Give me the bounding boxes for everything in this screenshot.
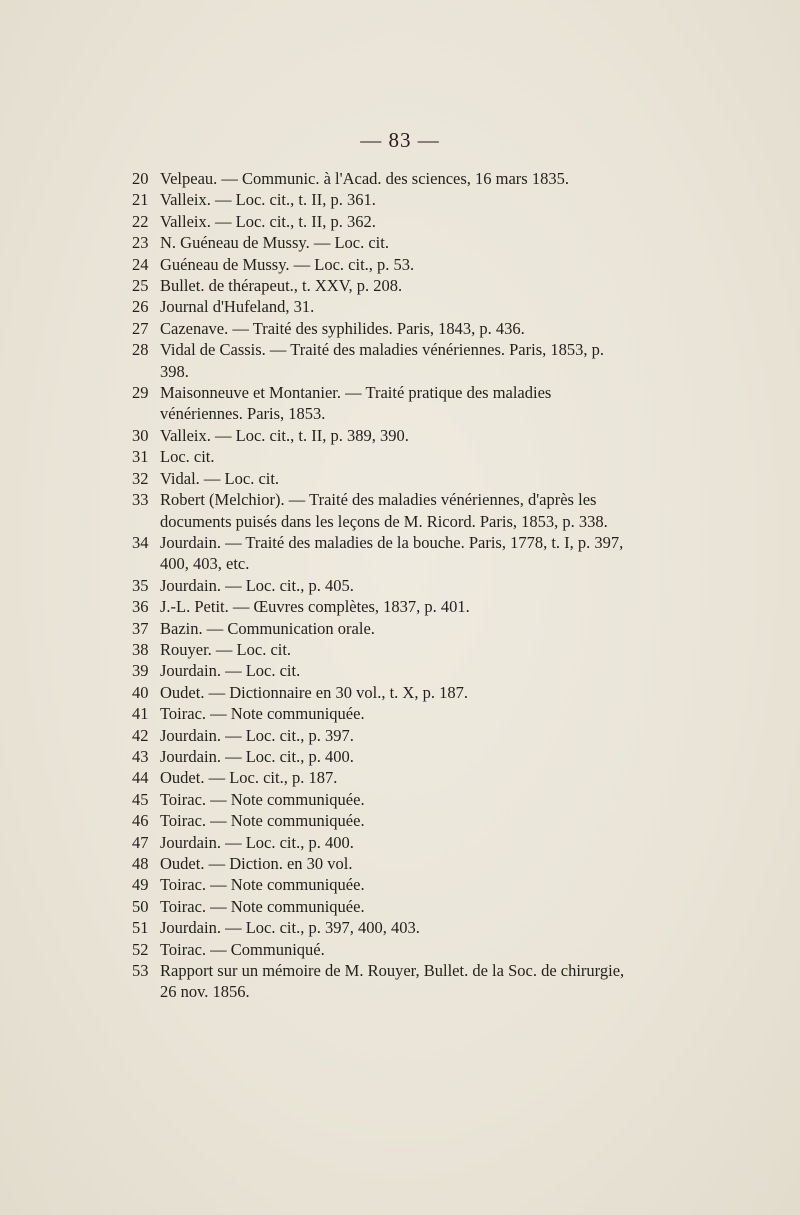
reference-text: Vidal de Cassis. — Traité des maladies vénériennes. Paris, 1853, p. 398. [160,340,604,381]
reference-number: 30 [132,425,149,445]
reference-item [132,489,632,532]
reference-item [132,939,632,960]
reference-text: Journal d'Hufeland, 31. [160,297,315,317]
reference-item [132,189,632,210]
reference-text: Jourdain. — Traité des maladies de la bouche. Paris, 1778, t. I, p. 397, 400, 403, etc. [160,532,624,574]
reference-item [132,232,632,253]
reference-text: J.-L. Petit. — Œuvres complètes, 1837, p. 401. [160,597,470,617]
reference-item [132,318,632,339]
reference-item [132,296,632,317]
reference-text: Bullet. de thérapeut., t. XXV, p. 208. [160,276,403,296]
reference-text: Toirac. — Note communiquée. [160,789,365,809]
reference-text: Jourdain. — Loc. cit. [160,661,301,681]
reference-item [132,575,632,596]
reference-number: 25 [132,276,149,296]
reference-number: 50 [132,896,149,916]
reference-item [132,446,632,467]
reference-number: 33 [132,490,149,510]
reference-list [132,168,632,1003]
reference-text: Toirac. — Note communiquée. [160,811,365,831]
reference-text: Oudet. — Dictionnaire en 30 vol., t. X, p. 187. [160,682,468,702]
reference-number: 42 [132,725,149,745]
reference-item [132,917,632,938]
reference-item [132,254,632,275]
reference-text: Jourdain. — Loc. cit., p. 400. [160,746,354,766]
reference-item [132,532,632,575]
reference-number: 45 [132,789,149,809]
reference-item [132,596,632,617]
reference-item [132,660,632,681]
reference-number: 21 [132,190,149,210]
reference-text: N. Guéneau de Mussy. — Loc. cit. [160,233,389,253]
reference-text: Toirac. — Note communiquée. [160,704,365,724]
reference-text: Jourdain. — Loc. cit., p. 405. [160,575,354,595]
reference-number: 38 [132,639,149,659]
reference-number: 46 [132,811,149,831]
reference-text: Jourdain. — Loc. cit., p. 400. [160,832,354,852]
reference-item [132,853,632,874]
reference-number: 36 [132,597,149,617]
reference-text: Cazenave. — Traité des syphilides. Paris, 1843, p. 436. [160,318,525,338]
reference-number: 26 [132,297,149,317]
reference-number: 37 [132,618,149,638]
reference-number: 53 [132,961,149,981]
reference-number: 34 [132,532,149,552]
reference-item [132,874,632,895]
reference-number: 39 [132,661,149,681]
reference-item [132,468,632,489]
reference-number: 31 [132,447,149,467]
reference-text: Loc. cit. [160,447,215,467]
page-number: — 83 — [360,128,440,152]
reference-number: 41 [132,704,149,724]
reference-number: 51 [132,918,149,938]
reference-item [132,682,632,703]
reference-item [132,168,632,189]
reference-item [132,703,632,724]
reference-number: 35 [132,575,149,595]
reference-item [132,382,632,425]
reference-number: 29 [132,383,149,403]
reference-item [132,639,632,660]
reference-item [132,832,632,853]
reference-text: Oudet. — Diction. en 30 vol. [160,854,353,873]
reference-number: 43 [132,746,149,766]
reference-text: Jourdain. — Loc. cit., p. 397, 400, 403. [160,918,420,938]
reference-item [132,339,632,382]
reference-item [132,896,632,917]
reference-item [132,767,632,788]
reference-item [132,211,632,232]
reference-text: Valleix. — Loc. cit., t. II, p. 389, 390. [160,425,409,445]
reference-text: Velpeau. — Communic. à l'Acad. des sciences, 16 mars 1835. [160,169,569,188]
reference-number: 49 [132,875,149,895]
reference-text: Bazin. — Communication orale. [160,618,375,638]
reference-text: Toirac. — Note communiquée. [160,896,365,916]
reference-text: Toirac. — Note communiquée. [160,875,365,895]
reference-item [132,618,632,639]
reference-number: 52 [132,939,149,959]
reference-text: Maisonneuve et Montanier. — Traité pratique des maladies vénériennes. Paris, 1853. [160,383,552,424]
reference-number: 40 [132,682,149,702]
reference-text: Guéneau de Mussy. — Loc. cit., p. 53. [160,254,415,274]
reference-number: 22 [132,211,149,231]
reference-number: 24 [132,254,149,274]
reference-item [132,789,632,810]
reference-text: Rapport sur un mémoire de M. Rouyer, Bullet. de la Soc. de chirurgie, 26 nov. 1856. [160,961,625,1002]
reference-item [132,425,632,446]
reference-text: Robert (Melchior). — Traité des maladies vénériennes, d'après les documents puisés dans les leçons de M. Ricord. Paris, 1853, p. 338. [160,490,608,531]
reference-text: Toirac. — Communiqué. [160,939,325,959]
reference-number: 47 [132,832,149,852]
reference-item [132,960,632,1003]
reference-item [132,725,632,746]
reference-text: Valleix. — Loc. cit., t. II, p. 361. [160,190,376,210]
reference-text: Valleix. — Loc. cit., t. II, p. 362. [160,211,376,231]
reference-text: Rouyer. — Loc. cit. [160,639,292,659]
reference-item [132,275,632,296]
reference-text: Vidal. — Loc. cit. [160,468,280,488]
reference-number: 23 [132,233,149,253]
reference-number: 44 [132,768,149,788]
reference-number: 20 [132,169,149,188]
reference-number: 48 [132,854,149,873]
reference-number: 28 [132,340,149,360]
reference-number: 32 [132,468,149,488]
reference-text: Jourdain. — Loc. cit., p. 397. [160,725,354,745]
reference-item [132,810,632,831]
reference-number: 27 [132,318,149,338]
reference-text: Oudet. — Loc. cit., p. 187. [160,768,338,788]
reference-item [132,746,632,767]
